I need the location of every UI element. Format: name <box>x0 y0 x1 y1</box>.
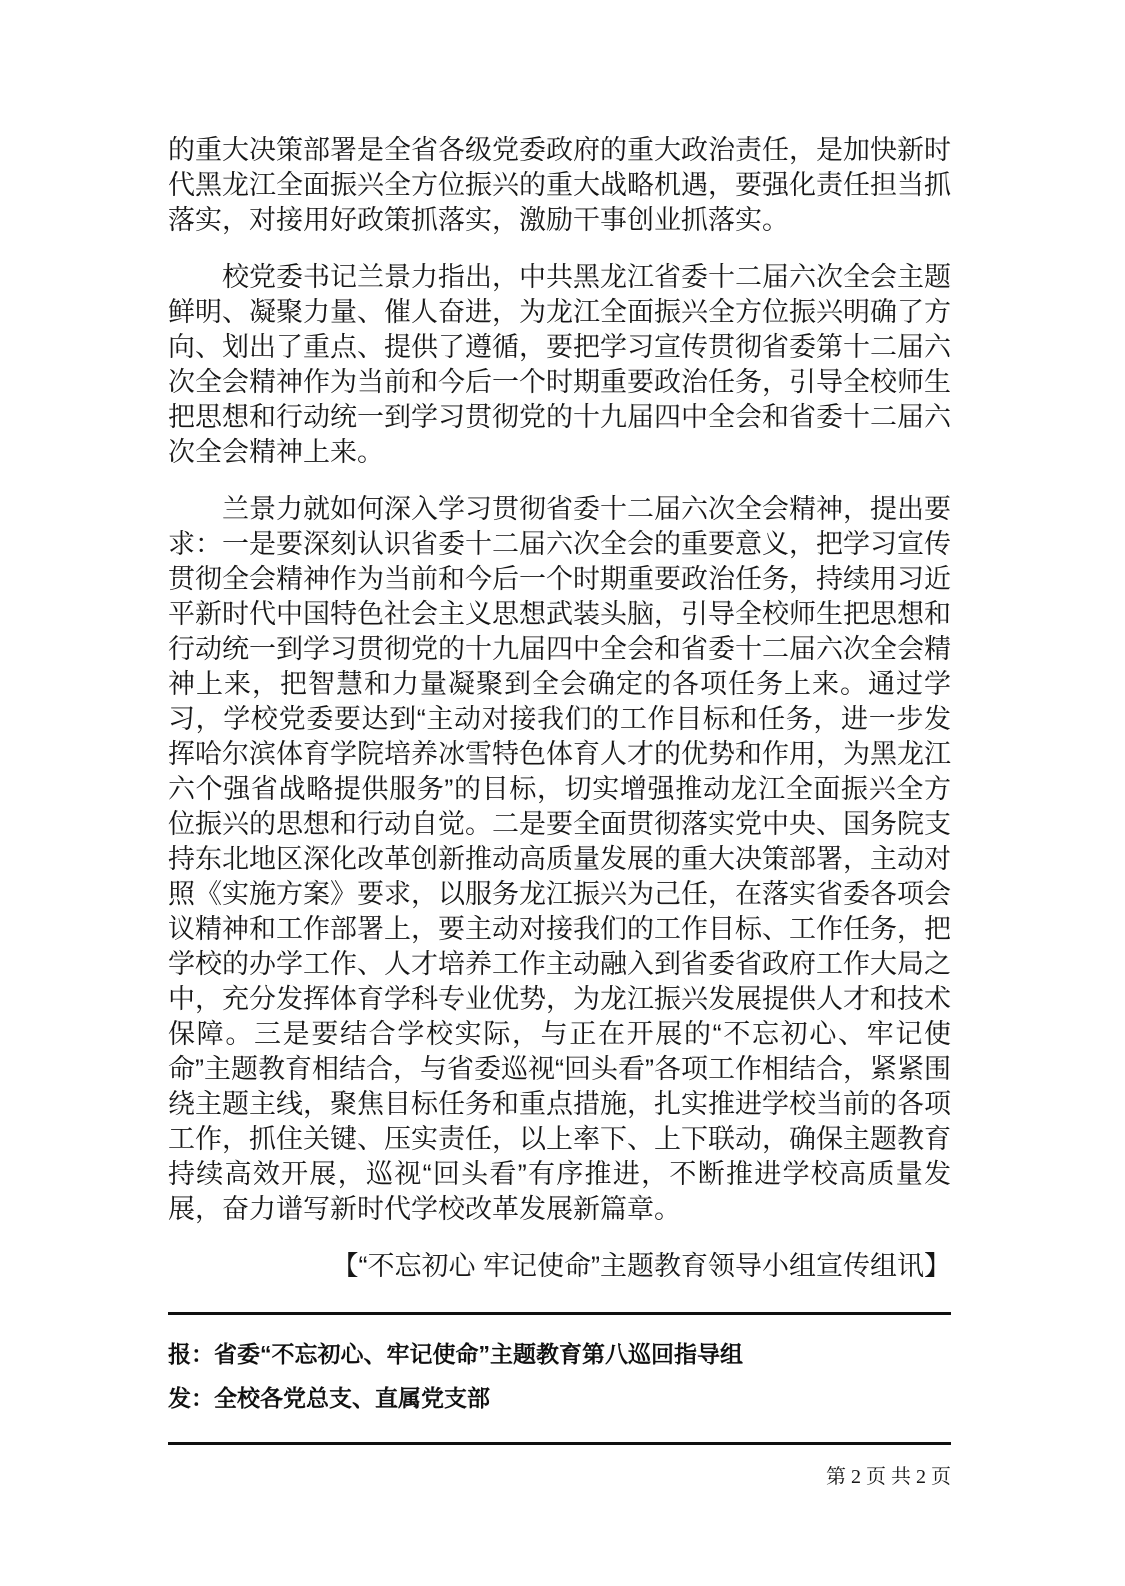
document-content <box>168 133 951 1487</box>
separator-line-top <box>168 1312 951 1315</box>
body-paragraph-3: 兰景力就如何深入学习贯彻省委十二届六次全会精神，提出要求：一是要深刻认识省委十二届六次全会的重要意义，把学习宣传贯彻全会精神作为当前和今后一个时期重要政治任务，持续用习近平新时代中国特色社会主义思想武装头脑，引导全校师生把思想和行动统一到学习贯彻党的十九届四中全会和省委十二届六次全会精神上来，把智慧和力量凝聚到全会确定的各项任务上来。通过学习，学校党委要达到“主动对接我们的工作目标和任务，进一步发挥哈尔滨体育学院培养冰雪特色体育人才的优势和作用，为黑龙江六个强省战略提供服务”的目标，切实增强推动龙江全面振兴全方位振兴的思想和行动自觉。二是要全面贯彻落实党中央、国务院支持东北地区深化改革创新推动高质量发展的重大决策部署，主动对照《实施方案》要求，以服务龙江振兴为己任，在落实省委各项会议精神和工作部署上，要主动对接我们的工作目标、工作任务，把学校的办学工作、人才培养工作主动融入到省委省政府工作大局之中，充分发挥体育学科专业优势，为龙江振兴发展提供人才和技术保障。三是要结合学校实际，与正在开展的“不忘初心、牢记使命”主题教育相结合，与省委巡视“回头看”各项工作相结合，紧紧围绕主题主线，聚焦目标任务和重点措施，扎实推进学校当前的各项工作，抓住关键、压实责任，以上率下、上下联动，确保主题教育持续高效开展，巡视“回头看”有序推进，不断推进学校高质量发展，奋力谱写新时代学校改革发展新篇章。 <box>168 494 951 1224</box>
report-to-line: 报：省委“不忘初心、牢记使命”主题教育第八巡回指导组 <box>168 1341 743 1367</box>
attribution-line: 【“不忘初心 牢记使命”主题教育领导小组宣传组讯】 <box>331 1251 951 1281</box>
body-paragraph-1: 的重大决策部署是全省各级党委政府的重大政治责任，是加快新时代黑龙江全面振兴全方位振兴的重大战略机遇，要强化责任担当抓落实，对接用好政策抓落实，激励干事创业抓落实。 <box>168 135 951 235</box>
page-number: 第 2 页 共 2 页 <box>826 1466 951 1488</box>
body-paragraph-2: 校党委书记兰景力指出，中共黑龙江省委十二届六次全会主题鲜明、凝聚力量、催人奋进，为龙江全面振兴全方位振兴明确了方向、划出了重点、提供了遵循，要把学习宣传贯彻省委第十二届六次全会精神作为当前和今后一个时期重要政治任务，引导全校师生把思想和行动统一到学习贯彻党的十九届四中全会和省委十二届六次全会精神上来。 <box>168 262 951 467</box>
separator-line-bottom <box>168 1442 951 1445</box>
distribute-to-line: 发：全校各党总支、直属党支部 <box>168 1385 490 1411</box>
